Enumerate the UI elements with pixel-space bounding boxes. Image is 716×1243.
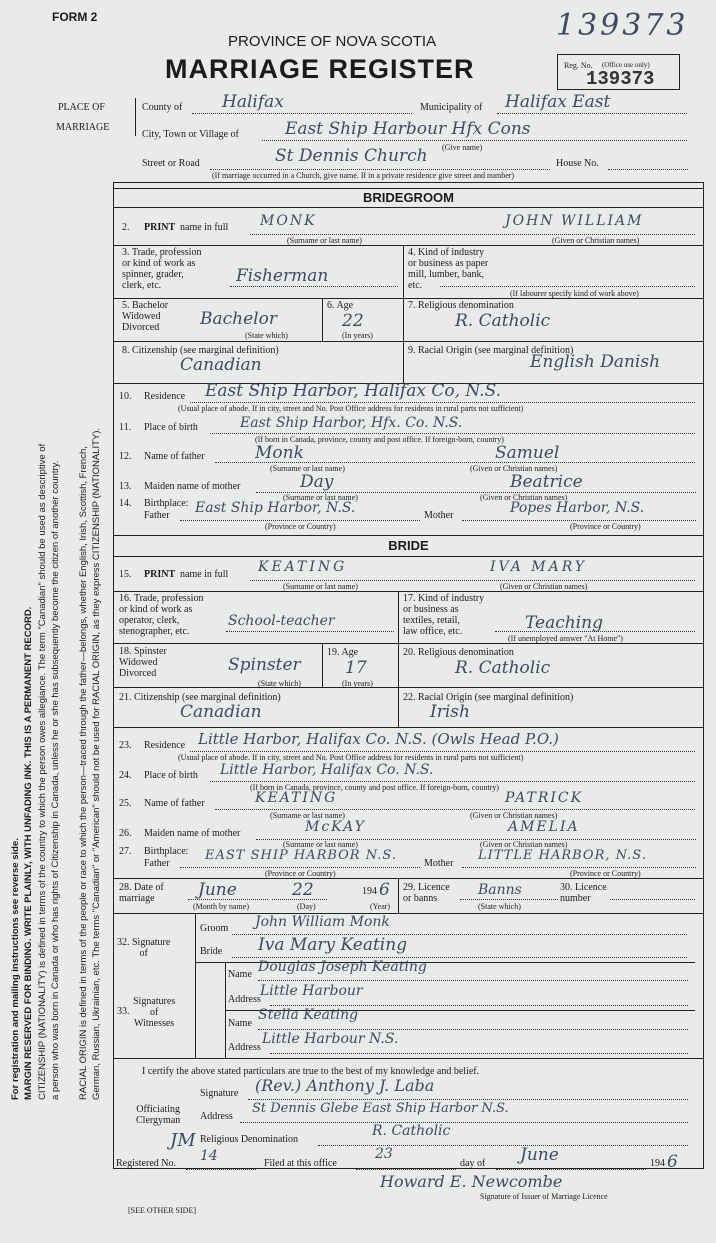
clergy-address: St Dennis Glebe East Ship Harbor N.S. [252, 1101, 509, 1116]
margin-line-3: CITIZENSHIP (NATIONALITY) is defined in terms of the country to which the person owes allegiance. The term "Canadian" should be used as descriptive of [37, 443, 48, 1100]
street-label: Street or Road [142, 158, 200, 169]
bride-mother-surname: McKAY [305, 819, 366, 835]
groom-residence: East Ship Harbor, Halifax Co, N.S. [205, 381, 502, 401]
f27-prov-hint-2: (Province or Country) [570, 869, 641, 878]
bride-heading: BRIDE [388, 538, 429, 553]
groom-signature: John William Monk [255, 914, 390, 930]
clergy-label: Officiating Clergyman [136, 1104, 181, 1126]
f12-given-hint: (Given or Christian names) [470, 464, 558, 473]
clergy-signature-label: Signature [200, 1088, 239, 1099]
f25-num: 25. [119, 798, 132, 809]
groom-surname: MONK [260, 213, 317, 229]
f13-num: 13. [119, 481, 132, 492]
f30-label: 30. Licence number [560, 882, 607, 904]
bride-father-given: PATRICK [505, 790, 584, 806]
f32-label: 32. Signature of [117, 937, 171, 959]
groom-father-surname: Monk [255, 443, 304, 463]
f18-label: 18. Spinster Widowed Divorced [119, 646, 167, 679]
f11-hint: (If born in Canada, province, county and post office. If foreign-born, country) [255, 435, 504, 444]
f26-label: Maiden name of mother [144, 828, 241, 839]
f14-label: Birthplace: [144, 498, 189, 509]
witness2-name: Stella Keating [258, 1007, 359, 1023]
filed-year-suffix: 6 [667, 1152, 678, 1172]
bridegroom-heading: BRIDEGROOM [363, 190, 454, 205]
bride-religion: R. Catholic [455, 658, 551, 678]
f9-label: 9. Racial Origin (see marginal definition) [408, 345, 574, 356]
groom-religion: R. Catholic [455, 311, 551, 331]
witness-label: Signatures of Witnesses [133, 996, 176, 1029]
f10-hint: (Usual place of abode. If in city, street and No. Post Office address for residents in rural parts not sufficient) [178, 404, 524, 413]
groom-surname-hint: (Surname or last name) [287, 236, 362, 245]
bride-birthplace: Little Harbor, Halifax Co. N.S. [220, 762, 434, 778]
denomination-label: Religious Denomination [200, 1134, 299, 1145]
clergy-signature: (Rev.) Anthony J. Laba [255, 1076, 435, 1095]
margin-line-4: a person who was born in Canada or who has rights of Citizenship in Canada, unless he or she has subsequently become the citizen of another country. [50, 460, 61, 1100]
city-value: East Ship Harbour Hfx Cons [285, 119, 531, 139]
f8-label: 8. Citizenship (see marginal definition) [122, 345, 279, 356]
f13-surname-hint: (Surname or last name) [283, 493, 358, 502]
marriage-month: June [198, 880, 237, 900]
bride-trade: School-teacher [228, 613, 335, 629]
handwritten-number: 139373 [556, 8, 689, 43]
reg-number-hint: (Office use only) [602, 61, 650, 69]
groom-mother-birthplace: Popes Harbor, N.S. [510, 500, 645, 516]
bride-racial-origin: Irish [430, 702, 470, 722]
bride-sig-label: Bride [200, 946, 223, 957]
f6-label: 6. Age [327, 300, 354, 311]
year-hint: (Year) [370, 902, 391, 911]
f27-father-label: Father [144, 858, 170, 869]
reg-number-box [557, 54, 680, 90]
reg-number-stamp: 139373 [586, 68, 655, 90]
f7-label: 7. Religious denomination [408, 300, 514, 311]
f15-print: PRINT [144, 569, 176, 580]
f25-given-hint: (Given or Christian names) [470, 811, 558, 820]
issuer-label: Signature of Issuer of Marriage Licence [480, 1192, 608, 1201]
groom-age: 22 [342, 311, 364, 331]
f5-hint: (State which) [245, 331, 288, 340]
witness1-address: Little Harbour [260, 983, 363, 999]
f27-label: Birthplace: [144, 846, 189, 857]
f17-label: 17. Kind of industry or business as textiles, retail, law office, etc. [403, 593, 485, 637]
w2-address-label: Address [228, 1042, 261, 1053]
groom-racial-origin: English Danish [530, 352, 661, 372]
f29-hint: (State which) [478, 902, 521, 911]
bride-status: Spinster [228, 655, 301, 675]
f10-num: 10. [119, 391, 132, 402]
f16-label: 16. Trade, profession or kind of work as operator, clerk, stenographer, etc. [119, 593, 204, 637]
f14-father-label: Father [144, 510, 170, 521]
f27-num: 27. [119, 846, 132, 857]
groom-given: JOHN WILLIAM [505, 213, 644, 229]
f27-prov-hint-1: (Province or Country) [265, 869, 336, 878]
clergy-denomination: R. Catholic [372, 1123, 451, 1139]
f24-label: Place of birth [144, 770, 198, 781]
f23-label: Residence [144, 740, 186, 751]
margin-line-2: MARGIN RESERVED FOR BINDING. WRITE PLAINLY, WITH UNFADING INK. THIS IS A PERMANENT RECORD. [23, 606, 34, 1100]
f21-label: 21. Citizenship (see marginal definition) [119, 692, 281, 703]
f26-given-hint: (Given or Christian names) [480, 840, 568, 849]
f4-hint: (If labourer specify kind of work above) [510, 289, 639, 298]
groom-mother-given: Beatrice [510, 472, 583, 492]
f12-surname-hint: (Surname or last name) [270, 464, 345, 473]
f25-surname-hint: (Surname or last name) [270, 811, 345, 820]
give-name-hint: (Give name) [442, 143, 483, 152]
f5-label: 5. Bachelor Widowed Divorced [122, 300, 169, 333]
filed-day: 23 [375, 1146, 393, 1162]
form-number: FORM 2 [52, 10, 98, 24]
margin-line-6: German, Russian, Ukrainian, etc. The terms "Canadian" or "American" should not be used for RACIAL ORIGIN, as they express CITIZENSHIP (NATIONALITY). [91, 427, 102, 1100]
reg-number-label: Reg. No. [564, 61, 593, 70]
w1-name-label: Name [228, 969, 252, 980]
groom-father-birthplace: East Ship Harbor, N.S. [195, 500, 356, 516]
f17-hint: (If unemployed answer "At Home") [508, 634, 623, 643]
f23-hint: (Usual place of abode. If in city, street and No. Post Office address for residents in rural parts not sufficient) [178, 753, 524, 762]
filed-year-prefix: 194 [650, 1158, 665, 1169]
w1-address-label: Address [228, 994, 261, 1005]
day-of-label: day of [460, 1158, 486, 1169]
f15-label: name in full [180, 569, 229, 580]
f26-surname-hint: (Surname or last name) [283, 840, 358, 849]
f26-num: 26. [119, 828, 132, 839]
margin-line-5: RACIAL ORIGIN is defined in terms of the people or race to which the person—traced through the father—belongs, whether English, Irish, Scottish, French, [78, 446, 89, 1100]
f14-mother-label: Mother [424, 510, 454, 521]
f24-hint: (If born in Canada, province, county and post office. If foreign-born, country) [250, 783, 499, 792]
f14-num: 14. [119, 498, 132, 509]
f18-hint: (State which) [258, 679, 301, 688]
f4-label: 4. Kind of industry or business as paper mill, lumber, bank, etc. [408, 247, 489, 291]
f29-label: 29. Licence or banns [403, 882, 450, 904]
bride-surname: KEATING [258, 559, 348, 575]
f19-label: 19. Age [327, 647, 359, 658]
marriage-year-suffix: 6 [379, 880, 390, 900]
groom-given-hint: (Given or Christian names) [552, 236, 640, 245]
bride-citizenship: Canadian [180, 702, 262, 722]
filed-label: Filed at this office [264, 1158, 337, 1169]
marriage-year-prefix: 194 [362, 886, 377, 897]
street-value: St Dennis Church [275, 146, 428, 166]
registrar-initials: JM [170, 1130, 196, 1151]
municipality-label: Municipality of [420, 102, 483, 113]
f2-label: name in full [180, 222, 229, 233]
f2-print: PRINT [144, 222, 176, 233]
f23-num: 23. [119, 740, 132, 751]
f3-label: 3. Trade, profession or kind of work as spinner, grader, clerk, etc. [122, 247, 202, 291]
bride-age: 17 [345, 658, 367, 678]
f12-label: Name of father [144, 451, 205, 462]
witness2-address: Little Harbour N.S. [262, 1031, 399, 1047]
f11-label: Place of birth [144, 422, 198, 433]
groom-mother-surname: Day [300, 472, 334, 492]
page-title: MARRIAGE REGISTER [165, 54, 475, 84]
f13-label: Maiden name of mother [144, 481, 241, 492]
see-other-side: [SEE OTHER SIDE] [128, 1206, 196, 1215]
registered-label: Registered No. [116, 1158, 176, 1169]
city-label: City, Town or Village of [142, 129, 239, 140]
place-note: (If marriage occurred in a Church, give name. If in a private residence give street and number) [212, 171, 515, 180]
bride-given: IVA MARY [490, 559, 588, 575]
bride-mother-birthplace: LITTLE HARBOR, N.S. [478, 848, 647, 863]
bride-surname-hint: (Surname or last name) [283, 582, 358, 591]
bride-father-birthplace: EAST SHIP HARBOR N.S. [205, 848, 397, 863]
bride-signature: Iva Mary Keating [258, 935, 408, 955]
witness1-name: Douglas Joseph Keating [258, 959, 427, 975]
groom-sig-label: Groom [200, 923, 229, 934]
bride-father-surname: KEATING [255, 790, 338, 806]
f25-label: Name of father [144, 798, 205, 809]
bride-mother-given: AMELIA [508, 819, 580, 835]
marriage-day: 22 [292, 880, 314, 900]
day-hint: (Day) [297, 902, 316, 911]
clergy-address-label: Address [200, 1111, 233, 1122]
month-hint: (Month by name) [193, 902, 249, 911]
f28-label: 28. Date of marriage [119, 882, 164, 904]
registered-number: 14 [200, 1148, 218, 1164]
f24-num: 24. [119, 770, 132, 781]
f2-num: 2. [122, 222, 130, 233]
certify-statement: I certify the above stated particulars are true to the best of my knowledge and belief. [142, 1066, 480, 1077]
w2-name-label: Name [228, 1018, 252, 1029]
f11-num: 11. [119, 422, 132, 433]
groom-status: Bachelor [200, 309, 277, 329]
f27-mother-label: Mother [424, 858, 454, 869]
groom-trade: Fisherman [236, 266, 329, 286]
f19-hint: (In years) [342, 679, 373, 688]
f6-hint: (In years) [342, 331, 373, 340]
bride-given-hint: (Given or Christian names) [500, 582, 588, 591]
place-label-2: MARRIAGE [56, 122, 110, 133]
licence-or-banns: Banns [478, 882, 522, 898]
bride-industry: Teaching [525, 613, 603, 633]
municipality-value: Halifax East [505, 92, 611, 112]
margin-line-1: For registration and mailing instructions see reverse side. [10, 838, 21, 1100]
f20-label: 20. Religious denomination [403, 647, 514, 658]
f13-given-hint: (Given or Christian names) [480, 493, 568, 502]
groom-father-given: Samuel [495, 443, 560, 463]
house-label: House No. [556, 158, 599, 169]
f33-num: 33. [117, 1006, 130, 1017]
groom-birthplace: East Ship Harbor, Hfx. Co. N.S. [240, 415, 463, 431]
f15-num: 15. [119, 569, 132, 580]
filed-month: June [520, 1145, 559, 1165]
main-form-box [113, 182, 704, 1169]
county-value: Halifax [222, 92, 284, 112]
f22-label: 22. Racial Origin (see marginal definition) [403, 692, 574, 703]
county-label: County of [142, 102, 183, 113]
f10-label: Residence [144, 391, 186, 402]
groom-citizenship: Canadian [180, 355, 262, 375]
issuer-signature: Howard E. Newcombe [380, 1172, 563, 1191]
place-label-1: PLACE OF [58, 102, 105, 113]
bride-residence: Little Harbor, Halifax Co. N.S. (Owls Head P.O.) [198, 730, 559, 748]
f12-num: 12. [119, 451, 132, 462]
f14-prov-hint-1: (Province or Country) [265, 522, 336, 531]
f14-prov-hint-2: (Province or Country) [570, 522, 641, 531]
province-heading: PROVINCE OF NOVA SCOTIA [228, 33, 437, 50]
